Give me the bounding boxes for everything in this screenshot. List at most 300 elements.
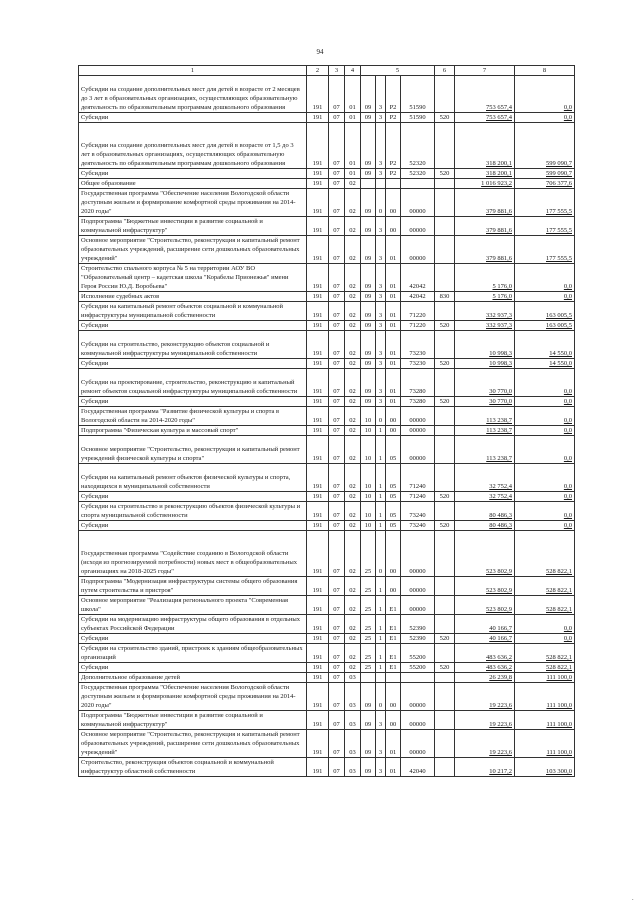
row-value-cell: 00 [386,407,401,426]
row-value-cell: 191 [307,217,329,236]
row-value-cell [435,531,455,577]
row-value-cell: 02 [345,236,361,264]
row-value-cell: 02 [345,397,361,407]
row-value-cell: 0,0 [515,113,575,123]
row-name-cell: Государственная программа "Обеспечение населения Вологодской области доступным жильем и формирование комфортной среды проживания на 2014-2020 годы" [79,189,307,217]
row-value-cell: 19 223,6 [455,730,515,758]
row-value-cell: 3 [376,113,386,123]
row-value-cell: 3 [376,302,386,321]
row-value-cell: 520 [435,113,455,123]
row-value-cell: 07 [329,169,345,179]
row-value-cell: 09 [361,683,376,711]
row-value-cell: 02 [345,331,361,359]
row-value-cell: 191 [307,407,329,426]
row-value-cell: 111 100,0 [515,711,575,730]
table-row [79,673,575,683]
row-value-cell [435,331,455,359]
row-value-cell: 26 239,8 [455,673,515,683]
row-value-cell: 09 [361,113,376,123]
row-value-cell: 191 [307,596,329,615]
row-value-cell: 10 [361,436,376,464]
row-value-cell: 0 [376,531,386,577]
row-value-cell: 02 [345,663,361,673]
row-value-cell: 07 [329,615,345,634]
row-value-cell: 00000 [401,407,435,426]
row-value-cell: 599 090,7 [515,169,575,179]
row-value-cell: 191 [307,123,329,169]
row-value-cell: 0,0 [515,492,575,502]
row-value-cell: 09 [361,369,376,397]
row-name-cell: Основное мероприятие "Строительство, реконструкция и капитальный ремонт учреждений физической культуры и спорта" [79,436,307,464]
table-row [79,302,575,321]
row-value-cell: 09 [361,264,376,292]
row-value-cell: 191 [307,76,329,113]
row-value-cell: 523 802,9 [455,577,515,596]
table-row [79,711,575,730]
row-name-cell: Субсидии на создание дополнительных мест для детей в возрасте от 2 месяцев до 3 лет в образовательных организациях, осуществляющих образовательную деятельность по образовательным программам дошкольного образования [79,76,307,113]
table-row [79,189,575,217]
row-value-cell: 1 [376,502,386,521]
row-value-cell: 00000 [401,436,435,464]
row-value-cell: 73230 [401,359,435,369]
row-value-cell: 07 [329,730,345,758]
row-value-cell: 02 [345,407,361,426]
row-value-cell [435,464,455,492]
row-value-cell: 42042 [401,292,435,302]
row-value-cell: 111 100,0 [515,673,575,683]
row-value-cell: 25 [361,531,376,577]
row-value-cell: 0,0 [515,634,575,644]
row-value-cell: 3 [376,711,386,730]
row-value-cell: 01 [386,321,401,331]
row-value-cell: 25 [361,596,376,615]
row-value-cell: 520 [435,492,455,502]
row-value-cell: 3 [376,123,386,169]
row-value-cell [435,236,455,264]
row-value-cell: 753 657,4 [455,113,515,123]
row-value-cell: 00000 [401,217,435,236]
row-value-cell: 0 [376,683,386,711]
header-cell: 4 [345,66,361,76]
row-value-cell: 09 [361,292,376,302]
table-row [79,683,575,711]
row-value-cell: 10 [361,492,376,502]
row-value-cell: 10 [361,521,376,531]
row-value-cell: 07 [329,302,345,321]
row-value-cell [435,436,455,464]
row-value-cell: 03 [345,673,361,683]
row-value-cell: 0,0 [515,292,575,302]
row-value-cell: 191 [307,577,329,596]
row-value-cell: 09 [361,76,376,113]
row-value-cell: 5 176,0 [455,292,515,302]
row-value-cell: 191 [307,492,329,502]
row-value-cell: 01 [386,730,401,758]
row-value-cell: 07 [329,397,345,407]
row-value-cell: 3 [376,264,386,292]
row-value-cell: P2 [386,113,401,123]
row-value-cell: 3 [376,321,386,331]
row-value-cell: 02 [345,436,361,464]
row-value-cell: 0,0 [515,407,575,426]
row-name-cell: Исполнение судебных актов [79,292,307,302]
row-value-cell: 00000 [401,531,435,577]
table-row [79,359,575,369]
row-value-cell: 73240 [401,502,435,521]
row-value-cell: 32 752,4 [455,492,515,502]
table-row [79,264,575,292]
row-value-cell: 09 [361,331,376,359]
row-value-cell: 00 [386,426,401,436]
row-value-cell: 191 [307,644,329,663]
row-value-cell: 528 822,1 [515,531,575,577]
row-value-cell [435,711,455,730]
row-value-cell [386,673,401,683]
row-value-cell [386,179,401,189]
row-value-cell: 73280 [401,397,435,407]
row-name-cell: Основное мероприятие "Строительство, реконструкция и капитальный ремонт образовательных учреждений, расширение сети дошкольных образовательных учреждений" [79,236,307,264]
row-value-cell [435,577,455,596]
row-value-cell: E1 [386,634,401,644]
row-value-cell: 00000 [401,711,435,730]
row-value-cell: 177 555,5 [515,189,575,217]
row-value-cell: 0 [376,407,386,426]
row-value-cell: 01 [386,397,401,407]
row-value-cell: E1 [386,615,401,634]
row-value-cell: 379 881,6 [455,236,515,264]
row-value-cell: 03 [345,758,361,777]
row-value-cell: 111 100,0 [515,730,575,758]
row-value-cell: 01 [386,369,401,397]
row-value-cell: 191 [307,663,329,673]
row-value-cell: 191 [307,426,329,436]
header-cell: 1 [79,66,307,76]
table-row [79,730,575,758]
row-value-cell: 09 [361,236,376,264]
row-value-cell: 1 016 923,2 [455,179,515,189]
row-value-cell [435,302,455,321]
row-value-cell: 379 881,6 [455,189,515,217]
row-name-cell: Субсидии [79,359,307,369]
table-row [79,502,575,521]
row-value-cell: 528 822,1 [515,596,575,615]
row-value-cell: 5 176,0 [455,264,515,292]
row-value-cell: 191 [307,189,329,217]
row-value-cell: 318 200,1 [455,169,515,179]
row-value-cell: 3 [376,236,386,264]
row-value-cell: 02 [345,189,361,217]
row-value-cell: 52320 [401,169,435,179]
table-row [79,397,575,407]
row-value-cell: 51590 [401,76,435,113]
row-value-cell: 00000 [401,577,435,596]
row-value-cell: 71240 [401,492,435,502]
row-value-cell: 528 822,1 [515,663,575,673]
row-value-cell: 07 [329,369,345,397]
row-value-cell: 02 [345,179,361,189]
row-value-cell: 02 [345,426,361,436]
row-value-cell: 02 [345,369,361,397]
row-value-cell: 02 [345,644,361,663]
row-value-cell: 02 [345,634,361,644]
row-value-cell: 191 [307,169,329,179]
row-value-cell: 01 [386,264,401,292]
row-value-cell: P2 [386,76,401,113]
row-value-cell: 1 [376,663,386,673]
row-value-cell: 163 005,5 [515,302,575,321]
row-value-cell: 191 [307,521,329,531]
row-value-cell: 191 [307,615,329,634]
row-value-cell: 25 [361,615,376,634]
row-value-cell: 02 [345,321,361,331]
row-name-cell: Субсидии на проектирование, строительство, реконструкцию и капитальный ремонт объектов социальной инфраструктуры муниципальной собственности [79,369,307,397]
row-value-cell: 07 [329,436,345,464]
row-value-cell: 191 [307,359,329,369]
row-name-cell: Основное мероприятие "Реализация регионального проекта "Современная школа" [79,596,307,615]
row-value-cell: 177 555,5 [515,236,575,264]
table-row [79,521,575,531]
row-value-cell: 07 [329,711,345,730]
row-value-cell: E1 [386,596,401,615]
row-name-cell: Основное мероприятие "Строительство, реконструкция и капитальный ремонт образовательных учреждений, расширение сети дошкольных образовательных учреждений" [79,730,307,758]
row-value-cell: 30 770,0 [455,369,515,397]
table-row [79,615,575,634]
row-value-cell: 520 [435,359,455,369]
row-value-cell: 80 486,3 [455,521,515,531]
row-value-cell: 10 [361,502,376,521]
row-name-cell: Субсидии [79,169,307,179]
row-value-cell: 07 [329,292,345,302]
row-value-cell: 1 [376,464,386,492]
row-value-cell: 02 [345,615,361,634]
row-value-cell [435,644,455,663]
row-value-cell: 10 998,3 [455,331,515,359]
row-value-cell: 07 [329,577,345,596]
row-value-cell: 00 [386,531,401,577]
row-value-cell: 73230 [401,331,435,359]
row-value-cell: 01 [345,76,361,113]
row-value-cell: 191 [307,464,329,492]
row-value-cell: 01 [386,331,401,359]
row-value-cell: 830 [435,292,455,302]
row-value-cell: 40 166,7 [455,615,515,634]
table-row [79,436,575,464]
row-value-cell [435,730,455,758]
row-value-cell: 0,0 [515,369,575,397]
row-name-cell: Подпрограмма "Модернизация инфраструктуры системы общего образования путем строительства и пристроя" [79,577,307,596]
row-value-cell: 02 [345,492,361,502]
row-value-cell: 09 [361,217,376,236]
row-value-cell: 09 [361,758,376,777]
row-name-cell: Строительство спального корпуса № 5 на территории АОУ ВО "Образовательный центр – кадетская школа "Корабелы Прионежья" имени Героя России Ю.Д. Воробьева" [79,264,307,292]
row-value-cell: 103 300,0 [515,758,575,777]
header-cell: 2 [307,66,329,76]
row-name-cell: Субсидии на строительство, реконструкцию объектов социальной и коммунальной инфраструктуры муниципальной собственности [79,331,307,359]
row-value-cell: 753 657,4 [455,76,515,113]
table-row [79,634,575,644]
table-row [79,369,575,397]
row-value-cell: 07 [329,492,345,502]
row-value-cell: 3 [376,369,386,397]
row-value-cell [435,407,455,426]
row-value-cell: 379 881,6 [455,217,515,236]
row-value-cell: 00000 [401,189,435,217]
table-row [79,217,575,236]
row-value-cell [435,123,455,169]
row-value-cell: 01 [386,236,401,264]
row-value-cell: 191 [307,683,329,711]
row-value-cell: 05 [386,436,401,464]
row-value-cell [401,673,435,683]
row-value-cell: 3 [376,217,386,236]
table-row [79,113,575,123]
row-value-cell: 191 [307,302,329,321]
row-value-cell: 191 [307,758,329,777]
row-value-cell: 00 [386,189,401,217]
row-value-cell: 318 200,1 [455,123,515,169]
row-value-cell: 07 [329,264,345,292]
row-value-cell: 02 [345,531,361,577]
row-value-cell: 71220 [401,302,435,321]
row-value-cell: 07 [329,673,345,683]
row-value-cell: 00000 [401,596,435,615]
row-value-cell: 520 [435,321,455,331]
row-value-cell: 03 [345,711,361,730]
header-cell: 7 [455,66,515,76]
row-value-cell: 3 [376,292,386,302]
row-value-cell: 02 [345,302,361,321]
row-value-cell: 07 [329,76,345,113]
row-value-cell: 177 555,5 [515,217,575,236]
row-value-cell: 07 [329,502,345,521]
row-value-cell: 09 [361,302,376,321]
row-value-cell: 02 [345,596,361,615]
row-value-cell: 30 770,0 [455,397,515,407]
row-value-cell: 3 [376,76,386,113]
row-value-cell: 520 [435,397,455,407]
row-name-cell: Общее образование [79,179,307,189]
row-name-cell: Субсидии [79,321,307,331]
row-value-cell: 0,0 [515,502,575,521]
row-name-cell: Подпрограмма "Физическая культура и массовый спорт" [79,426,307,436]
row-value-cell: 07 [329,236,345,264]
row-value-cell: 10 [361,426,376,436]
row-value-cell: 3 [376,331,386,359]
row-value-cell: 07 [329,189,345,217]
row-value-cell [435,189,455,217]
row-value-cell: 3 [376,730,386,758]
row-value-cell: 1 [376,596,386,615]
row-value-cell: 599 090,7 [515,123,575,169]
row-value-cell: 03 [345,683,361,711]
header-cell: 6 [435,66,455,76]
row-value-cell: 191 [307,531,329,577]
row-value-cell: 0,0 [515,464,575,492]
row-value-cell: 09 [361,169,376,179]
row-value-cell: 520 [435,634,455,644]
row-value-cell: 03 [345,730,361,758]
row-value-cell: 0,0 [515,436,575,464]
row-name-cell: Субсидии [79,634,307,644]
row-value-cell: 09 [361,189,376,217]
row-name-cell: Субсидии на создание дополнительных мест для детей в возрасте от 1,5 до 3 лет в образовательных организациях, осуществляющих образовательную деятельность по образовательным программам дошкольного образования [79,123,307,169]
row-value-cell: 73280 [401,369,435,397]
row-value-cell: 10 217,2 [455,758,515,777]
row-value-cell: 01 [386,359,401,369]
row-value-cell: 1 [376,577,386,596]
table-row [79,321,575,331]
row-name-cell: Субсидии на строительство и реконструкцию объектов физической культуры и спорта муниципальной собственности [79,502,307,521]
row-value-cell: E1 [386,644,401,663]
row-value-cell: 71220 [401,321,435,331]
row-value-cell: 14 550,0 [515,359,575,369]
table-row [79,531,575,577]
row-name-cell: Субсидии [79,492,307,502]
row-value-cell: 3 [376,359,386,369]
row-value-cell: 05 [386,464,401,492]
row-value-cell: 520 [435,521,455,531]
row-value-cell: 00 [386,683,401,711]
row-value-cell: 191 [307,236,329,264]
row-value-cell: 1 [376,492,386,502]
row-value-cell: 01 [345,169,361,179]
row-value-cell: 02 [345,521,361,531]
table-header-row [79,66,575,76]
row-name-cell: Субсидии [79,397,307,407]
row-value-cell: 1 [376,644,386,663]
row-value-cell: 0,0 [515,426,575,436]
row-value-cell [401,179,435,189]
row-value-cell: 3 [376,758,386,777]
row-value-cell: 1 [376,634,386,644]
row-value-cell: 07 [329,758,345,777]
row-name-cell: Строительство, реконструкция объектов социальной и коммунальной инфраструктур областной собственности [79,758,307,777]
row-value-cell: 40 166,7 [455,634,515,644]
row-value-cell: 14 550,0 [515,331,575,359]
row-value-cell: 191 [307,179,329,189]
row-value-cell [435,596,455,615]
row-value-cell: 51590 [401,113,435,123]
row-value-cell: 25 [361,663,376,673]
row-value-cell: 113 238,7 [455,407,515,426]
row-value-cell: 191 [307,634,329,644]
row-value-cell: 191 [307,331,329,359]
row-value-cell: 07 [329,634,345,644]
row-name-cell: Государственная программа "Обеспечение населения Вологодской области доступным жильем и формирование комфортной среды проживания на 2014-2020 годы" [79,683,307,711]
row-value-cell: 01 [345,113,361,123]
table-row [79,407,575,426]
table-row [79,464,575,492]
page-number: 94 [316,48,324,56]
row-value-cell [435,683,455,711]
row-value-cell: 523 802,9 [455,596,515,615]
row-value-cell: 55200 [401,663,435,673]
table-row [79,644,575,663]
row-value-cell: 00 [386,711,401,730]
row-value-cell: 09 [361,711,376,730]
row-value-cell: 07 [329,407,345,426]
row-value-cell: 19 223,6 [455,683,515,711]
row-value-cell: 25 [361,634,376,644]
row-value-cell [435,615,455,634]
table-row [79,577,575,596]
row-value-cell: 528 822,1 [515,644,575,663]
row-value-cell: 191 [307,113,329,123]
row-value-cell: 00 [386,577,401,596]
row-value-cell: 52390 [401,615,435,634]
row-value-cell: 191 [307,369,329,397]
row-name-cell: Государственная программа "Развитие физической культуры и спорта в Вологодской области на 2014-2020 годы" [79,407,307,426]
